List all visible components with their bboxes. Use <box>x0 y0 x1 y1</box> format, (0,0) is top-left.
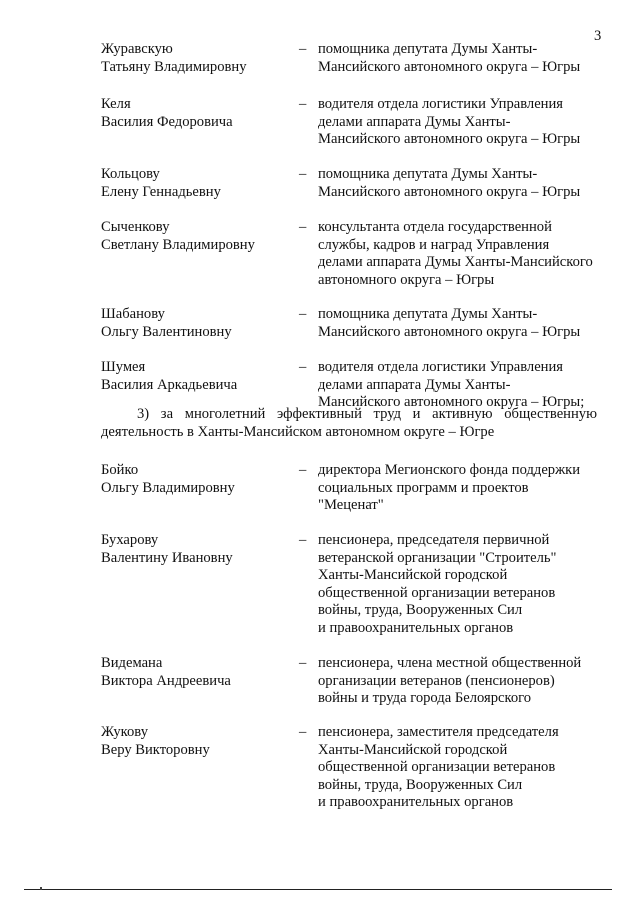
role-line: делами аппарата Думы Ханты- <box>318 376 511 393</box>
person-name <box>101 724 286 759</box>
person-role <box>318 96 608 149</box>
person-role <box>318 166 608 201</box>
entry-dash: – <box>299 166 307 182</box>
person-surname: Журавскую <box>101 41 173 57</box>
person-role <box>318 655 608 708</box>
person-given-names: Татьяну Владимировну <box>101 58 247 75</box>
role-line: делами аппарата Думы Ханты-Мансийского <box>318 254 593 271</box>
person-given-names: Светлану Владимировну <box>101 236 255 253</box>
person-given-names: Веру Викторовну <box>101 741 210 758</box>
person-name <box>101 219 286 254</box>
role-line: организации ветеранов (пенсионеров) <box>318 672 555 689</box>
person-given-names: Ольгу Валентиновну <box>101 323 232 340</box>
role-line: и правоохранительных органов <box>318 794 514 811</box>
person-role <box>318 462 608 515</box>
person-name <box>101 166 286 201</box>
entry-dash: – <box>299 219 307 235</box>
role-line: "Меценат" <box>318 497 384 514</box>
role-line: войны, труда, Вооруженных Сил <box>318 602 523 619</box>
role-line: помощника депутата Думы Ханты- <box>318 41 538 57</box>
role-line: помощника депутата Думы Ханты- <box>318 166 538 182</box>
person-surname: Бойко <box>101 462 139 478</box>
section-heading: 3) за многолетний эффективный труд и активную общественную деятельность в Ханты-Мансийском автономном округе – Югре <box>101 406 597 440</box>
role-line: войны, труда, Вооруженных Сил <box>318 776 523 793</box>
role-line: Мансийского автономного округа – Югры <box>318 131 581 148</box>
role-line: Мансийского автономного округа – Югры <box>318 183 581 200</box>
role-line: войны и труда города Белоярского <box>318 690 532 707</box>
role-line: Ханты-Мансийской городской <box>318 567 508 584</box>
role-line: водителя отдела логистики Управления <box>318 359 564 375</box>
role-line: директора Мегионского фонда поддержки <box>318 462 581 478</box>
person-surname: Жукову <box>101 724 148 740</box>
entry-dash: – <box>299 532 307 548</box>
role-line: пенсионера, председателя первичной <box>318 532 550 548</box>
entry-dash: – <box>299 96 307 112</box>
person-given-names: Елену Геннадьевну <box>101 183 221 200</box>
role-line: водителя отдела логистики Управления <box>318 96 564 112</box>
person-surname: Шумея <box>101 359 146 375</box>
role-line: службы, кадров и наград Управления <box>318 236 550 253</box>
person-given-names: Василия Аркадьевича <box>101 376 238 393</box>
person-role <box>318 532 608 638</box>
page-number: 3 <box>594 28 602 44</box>
person-name <box>101 306 286 341</box>
role-line: помощника депутата Думы Ханты- <box>318 306 538 322</box>
entry-dash: – <box>299 655 307 671</box>
person-name <box>101 462 286 497</box>
role-line: делами аппарата Думы Ханты- <box>318 113 511 130</box>
person-name <box>101 532 286 567</box>
role-line: автономного округа – Югры <box>318 271 495 288</box>
role-line: пенсионера, члена местной общественной <box>318 655 582 671</box>
role-line: ветеранской организации "Строитель" <box>318 549 557 566</box>
footer-tick-mark <box>40 887 42 890</box>
person-role <box>318 359 608 412</box>
entry-dash: – <box>299 41 307 57</box>
person-given-names: Ольгу Владимировну <box>101 479 235 496</box>
person-name <box>101 655 286 690</box>
person-role <box>318 724 608 812</box>
role-line: Мансийского автономного округа – Югры <box>318 58 581 75</box>
person-given-names: Валентину Ивановну <box>101 549 233 566</box>
person-given-names: Василия Федоровича <box>101 113 233 130</box>
person-name <box>101 359 286 394</box>
person-surname: Кольцову <box>101 166 160 182</box>
entry-dash: – <box>299 306 307 322</box>
person-role <box>318 41 608 76</box>
entry-dash: – <box>299 462 307 478</box>
role-line: общественной организации ветеранов <box>318 584 556 601</box>
person-role <box>318 306 608 341</box>
person-name <box>101 96 286 131</box>
person-surname: Видемана <box>101 655 163 671</box>
role-line: консультанта отдела государственной <box>318 219 552 235</box>
person-surname: Бухарову <box>101 532 159 548</box>
person-name <box>101 41 286 76</box>
person-given-names: Виктора Андреевича <box>101 672 231 689</box>
role-line: пенсионера, заместителя председателя <box>318 724 559 740</box>
person-surname: Келя <box>101 96 131 112</box>
role-line: и правоохранительных органов <box>318 619 514 636</box>
person-surname: Шабанову <box>101 306 165 322</box>
role-line: социальных программ и проектов <box>318 479 529 496</box>
entry-dash: – <box>299 359 307 375</box>
role-line: Мансийского автономного округа – Югры; <box>318 394 585 411</box>
role-line: Мансийского автономного округа – Югры <box>318 323 581 340</box>
person-surname: Сыченкову <box>101 219 170 235</box>
role-line: Ханты-Мансийской городской <box>318 741 508 758</box>
footer-rule <box>24 889 612 890</box>
role-line: общественной организации ветеранов <box>318 759 556 776</box>
person-role <box>318 219 608 289</box>
entry-dash: – <box>299 724 307 740</box>
